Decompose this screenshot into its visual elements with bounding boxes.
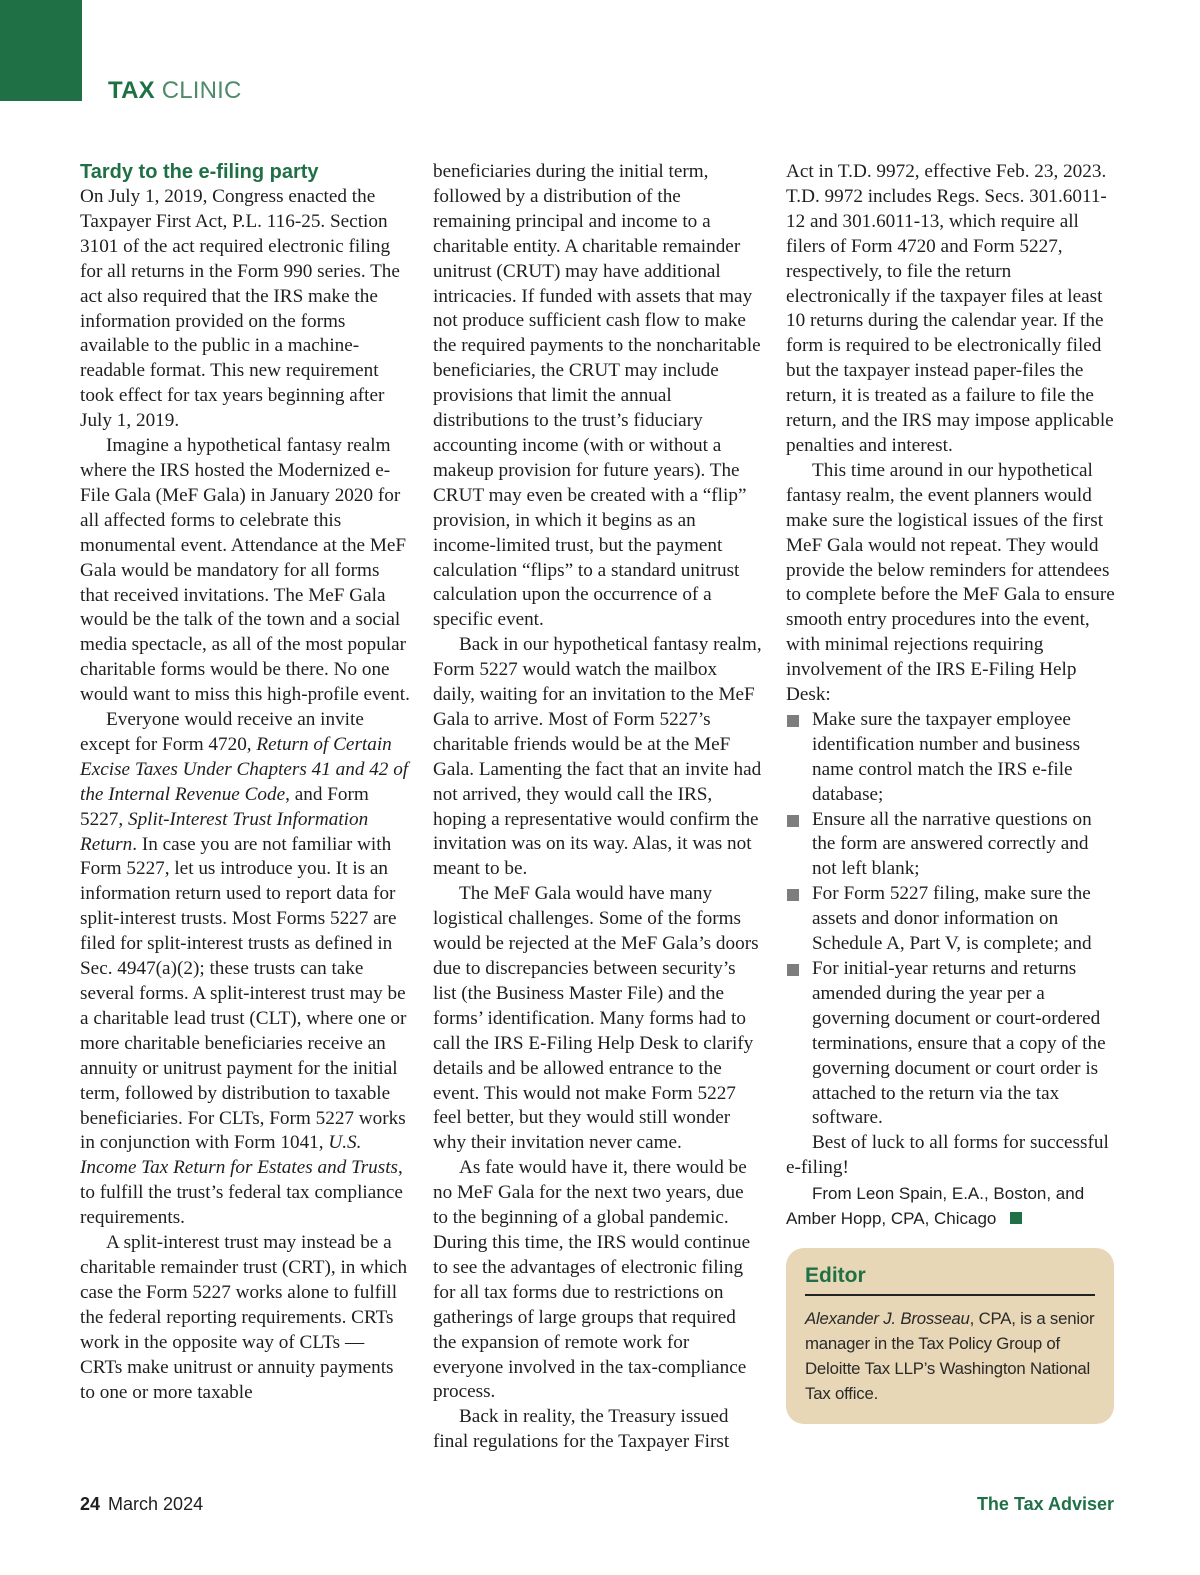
list-item: For Form 5227 filing, make sure the assets and donor information on Schedule A, Part V, is complete; and (786, 882, 1116, 957)
square-bullet-icon (787, 815, 799, 827)
reminder-list (786, 708, 1116, 1131)
editor-divider (805, 1294, 1095, 1296)
col3-paragraph-2: This time around in our hypothetical fantasy realm, the event planners would make sure the logistical issues of the first MeF Gala would not repeat. They would provide the below reminders for attendees to complete before the MeF Gala to ensure smooth entry procedures into the event, with minimal rejections requiring involvement of the IRS E-Filing Help Desk: (786, 459, 1115, 706)
square-bullet-icon (787, 889, 799, 901)
editor-box (786, 1248, 1114, 1424)
byline-line-2: Amber Hopp, CPA, Chicago (786, 1206, 1116, 1231)
list-item: For initial-year returns and returns amended during the year per a governing document or court-ordered terminations, ensure that a copy of the governing document or court order is attached to the return via the tax software. (786, 957, 1116, 1131)
page-number: 24 (80, 1494, 101, 1514)
article-column-1 (80, 160, 410, 1405)
col1-paragraph-3: Everyone would receive an invite except for Form 4720, Return of Certain Excise Taxes Under Chapters 41 and 42 of the Internal Revenue Code, and Form 5227, Split-Interest Trust Information Return. In case you are not familiar with Form 5227, let us introduce you. It is an information return used to report data for split-interest trusts. Most Forms 5227 are filed for split-interest trusts as defined in Sec. 4947(a)(2); these trusts can take several forms. A split-interest trust may be a charitable lead trust (CLT), where one or more charitable beneficiaries receive an annuity or unitrust payment for the initial term, followed by distribution to taxable beneficiaries. For CLTs, Form 5227 works in conjunction with Form 1041, U.S. Income Tax Return for Estates and Trusts, to fulfill the trust’s federal tax compliance requirements. (80, 709, 409, 1229)
list-item: Ensure all the narrative questions on the form are answered correctly and not left blank; (786, 808, 1116, 883)
section-tab-block (0, 0, 82, 101)
issue-date: March 2024 (108, 1494, 204, 1514)
list-item: Make sure the taxpayer employee identification number and business name control match the IRS e-file database; (786, 708, 1116, 808)
col1-paragraph-1: On July 1, 2019, Congress enacted the Taxpayer First Act, P.L. 116-25. Section 3101 of the act required electronic filing for all returns in the Form 990 series. The act also required that the IRS make the information provided on the forms available to the public in a machine-readable format. This new requirement took effect for tax years beginning after July 1, 2019. (80, 186, 400, 432)
editor-name: Alexander J. Brosseau (805, 1309, 970, 1328)
article-column-3 (786, 160, 1116, 1231)
editor-bio: Alexander J. Brosseau, CPA, is a senior manager in the Tax Policy Group of Deloitte Tax LLP’s Washington National Tax office. (805, 1309, 1095, 1403)
square-bullet-icon (787, 964, 799, 976)
col2-paragraph-3: The MeF Gala would have many logistical challenges. Some of the forms would be rejected at the MeF Gala’s doors due to discrepancies between security’s list (the Business Master File) and the forms’ identification. Many forms had to call the IRS E-Filing Help Desk to clarify details and be allowed entrance to the event. This would not make Form 5227 feel better, but they would still wonder why their invitation never came. (433, 883, 759, 1154)
col1-paragraph-4: A split-interest trust may instead be a charitable remainder trust (CRT), in which case the Form 5227 works alone to fulfill the federal reporting requirements. CRTs work in the opposite way of CLTs — CRTs make unitrust or annuity payments to one or more taxable (80, 1232, 408, 1403)
section-header (108, 76, 242, 106)
closing-line: Best of luck to all forms for successful e-filing! (786, 1132, 1109, 1179)
square-bullet-icon (787, 715, 799, 727)
col2-paragraph-1: beneficiaries during the initial term, followed by a distribution of the remaining principal and income to a charitable entity. A charitable remainder unitrust (CRUT) may have additional intricacies. If funded with assets that may not produce sufficient cash flow to make the required payments to the noncharitable beneficiaries, the CRUT may include provisions that limit the annual distributions to the trust’s fiduciary accounting income (with or without a makeup provision for future years). The CRUT may even be created with a “flip” provision, in which it begins as an income-limited trust, but the payment calculation “flips” to a standard unitrust calculation upon the occurrence of a specific event. (433, 161, 761, 631)
end-mark-icon (1010, 1212, 1022, 1224)
editor-title: Editor (805, 1264, 866, 1287)
col1-paragraph-2: Imagine a hypothetical fantasy realm where the IRS hosted the Modernized e-File Gala (MeF Gala) in January 2020 for all affected forms to celebrate this monumental event. Attendance at the MeF Gala would be mandatory for all forms that received invitations. The MeF Gala would be the talk of the town and a social media spectacle, as all of the most popular charitable forms would be there. No one would want to miss this high-profile event. (80, 435, 410, 706)
section-header-light: CLINIC (161, 77, 242, 104)
article-column-2 (433, 160, 763, 1455)
col2-paragraph-2: Back in our hypothetical fantasy realm, Form 5227 would watch the mailbox daily, waiting for an invitation to the MeF Gala to arrive. Most of Form 5227’s charitable friends would be at the MeF Gala. Lamenting the fact that an invite had not arrived, they would call the IRS, hoping a representative would confirm the invitation was on its way. Alas, it was not meant to be. (433, 634, 762, 880)
byline-line-1: From Leon Spain, E.A., Boston, and (812, 1184, 1085, 1204)
col2-paragraph-5: Back in reality, the Treasury issued final regulations for the Taxpayer First (433, 1406, 730, 1453)
footer-left (80, 1492, 203, 1516)
col2-paragraph-4: As fate would have it, there would be no MeF Gala for the next two years, due to the beginning of a global pandemic. During this time, the IRS would continue to see the advantages of electronic filing for all tax forms due to restrictions on gatherings of large groups that required the expansion of remote work for everyone involved in the tax-compliance process. (433, 1157, 751, 1403)
publication-name: The Tax Adviser (976, 1494, 1114, 1514)
col3-paragraph-1: Act in T.D. 9972, effective Feb. 23, 2023. T.D. 9972 includes Regs. Secs. 301.6011-12 and 301.6011-13, which require all filers of Form 4720 and Form 5227, respectively, to file the return electronically if the taxpayer files at least 10 returns during the calendar year. If the form is required to be electronically filed but the taxpayer instead paper-files the return, it is treated as a failure to file the return, and the IRS may impose applicable penalties and interest. (786, 161, 1114, 456)
article-heading: Tardy to the e-filing party (80, 161, 319, 183)
section-header-bold: TAX (108, 77, 155, 104)
